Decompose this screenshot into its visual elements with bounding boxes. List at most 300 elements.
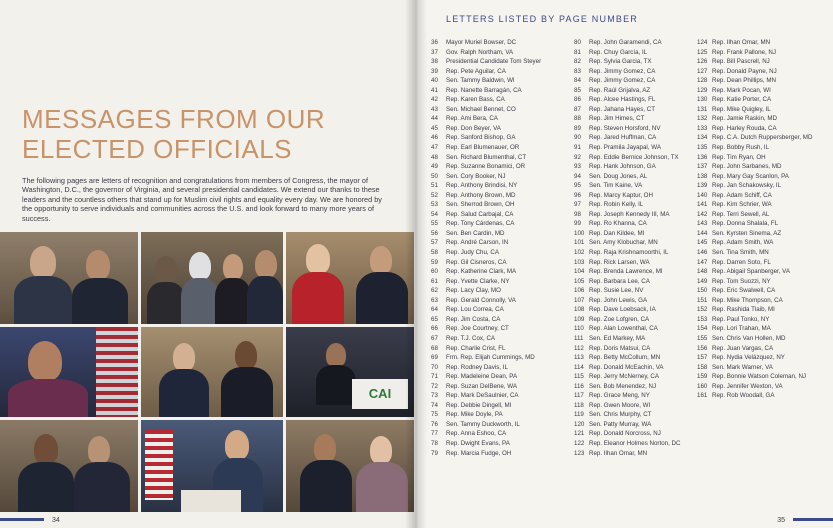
letter-entry	[574, 143, 680, 153]
letter-entry	[431, 210, 541, 220]
entry-name: Rep. Donald Norcross, NJ	[589, 430, 661, 438]
entry-name: Rep. Marcy Kaptur, OH	[589, 191, 653, 199]
entry-name: Rep. Raúl Grijalva, AZ	[589, 86, 651, 94]
letter-entry	[574, 105, 680, 115]
photo-speaker-at-podium	[286, 327, 414, 417]
entry-name: Sen. Chris Murphy, CT	[589, 411, 652, 419]
letter-entry	[574, 133, 680, 143]
letter-entry	[697, 191, 812, 201]
entry-page-number: 158	[697, 363, 708, 371]
letter-entry	[574, 258, 680, 268]
letter-entry	[574, 76, 680, 86]
entry-page-number: 154	[697, 325, 708, 333]
entry-page-number: 75	[431, 411, 438, 419]
letter-entry	[431, 219, 541, 229]
entry-page-number: 133	[697, 124, 708, 132]
entry-name: Sen. Sherrod Brown, OH	[446, 201, 515, 209]
entry-name: Rep. Eddie Bernice Johnson, TX	[589, 153, 679, 161]
letter-entry	[697, 153, 812, 163]
entry-page-number: 93	[574, 163, 581, 171]
left-footer-rule	[0, 518, 44, 521]
letter-entry	[574, 353, 680, 363]
letter-entry	[697, 105, 812, 115]
entry-name: Rep. Gerald Connolly, VA	[446, 296, 516, 304]
entry-page-number: 52	[431, 191, 438, 199]
letter-entry	[574, 439, 680, 449]
letter-entry	[697, 229, 812, 239]
letter-entry	[431, 324, 541, 334]
letter-entry	[431, 229, 541, 239]
photo-woman-at-podium	[141, 420, 283, 512]
entry-page-number: 120	[574, 420, 585, 428]
entry-page-number: 161	[697, 392, 708, 400]
letter-entry	[574, 48, 680, 58]
entry-page-number: 136	[697, 153, 708, 161]
entry-page-number: 105	[574, 277, 585, 285]
letter-entry	[431, 449, 541, 459]
letter-entry	[574, 219, 680, 229]
entry-page-number: 148	[697, 268, 708, 276]
letter-entry	[431, 153, 541, 163]
entry-name: Rep. John Sarbanes, MD	[712, 163, 782, 171]
entry-name: Rep. Alan Lowenthal, CA	[589, 325, 658, 333]
letter-entry	[697, 382, 812, 392]
letter-entry	[574, 181, 680, 191]
letter-entry	[697, 210, 812, 220]
entry-page-number: 65	[431, 315, 438, 323]
entry-name: Rep. Susie Lee, NV	[589, 287, 644, 295]
entry-page-number: 37	[431, 48, 438, 56]
podium-sign: CAI	[352, 379, 408, 409]
entry-name: Rep. Bonnie Watson Coleman, NJ	[712, 373, 807, 381]
entry-name: Rep. Marcia Fudge, OH	[446, 449, 512, 457]
entry-name: Sen. Mark Warner, VA	[712, 363, 773, 371]
entry-page-number: 159	[697, 373, 708, 381]
entry-page-number: 82	[574, 58, 581, 66]
entry-name: Rep. Betty McCollum, MN	[589, 354, 661, 362]
entry-name: Rep. Rick Larsen, WA	[589, 258, 650, 266]
photo-two-men-suits	[0, 420, 138, 512]
entry-page-number: 130	[697, 96, 708, 104]
entry-page-number: 55	[431, 220, 438, 228]
letter-entry	[697, 57, 812, 67]
letter-entry	[431, 420, 541, 430]
letter-entry	[431, 267, 541, 277]
entry-page-number: 151	[697, 296, 708, 304]
letters-column-3	[697, 38, 812, 401]
entry-name: Sen. Michael Bennet, CO	[446, 105, 516, 113]
entry-name: Rep. Madeleine Dean, PA	[446, 373, 518, 381]
entry-name: Rep. Jimmy Gomez, CA	[589, 67, 656, 75]
left-page	[0, 0, 414, 528]
entry-page-number: 45	[431, 124, 438, 132]
letter-entry	[697, 114, 812, 124]
letter-entry	[431, 67, 541, 77]
letter-entry	[574, 324, 680, 334]
entry-name: Rep. André Carson, IN	[446, 239, 509, 247]
entry-page-number: 68	[431, 344, 438, 352]
entry-page-number: 115	[574, 373, 584, 381]
letter-entry	[431, 363, 541, 373]
entry-name: Rep. John Lewis, GA	[589, 296, 648, 304]
letter-entry	[431, 248, 541, 258]
letter-entry	[574, 267, 680, 277]
entry-name: Rep. Judy Chu, CA	[446, 249, 499, 257]
entry-name: Rep. Terri Sewell, AL	[712, 210, 770, 218]
entry-page-number: 80	[574, 39, 581, 46]
entry-page-number: 150	[697, 287, 708, 295]
entry-name: Rep. Frank Pallone, NJ	[712, 48, 776, 56]
entry-page-number: 69	[431, 354, 438, 362]
letter-entry	[697, 305, 812, 315]
intro-paragraph: The following pages are letters of recognition and congratulations from members of Congress, the mayor of Washington, D.C., the governor of Virginia, and several presidential candidates. We extend our thanks to these leaders and the countless others that stand up for Muslim civil rights and equality every day. We are honored by the opportunity to serve individuals and communities across the U.S. and look forward to many more years of success.	[22, 176, 382, 223]
letter-entry	[574, 229, 680, 239]
entry-name: Rep. Jamie Raskin, MD	[712, 115, 777, 123]
entry-name: Rep. Jahana Hayes, CT	[589, 105, 656, 113]
entry-page-number: 42	[431, 96, 438, 104]
letter-entry	[574, 410, 680, 420]
letter-entry	[574, 286, 680, 296]
letter-entry	[431, 305, 541, 315]
photo-two-men	[0, 232, 138, 324]
left-page-number: 34	[52, 517, 60, 524]
letter-entry	[574, 200, 680, 210]
entry-name: Rep. Rashida Tlaib, MI	[712, 306, 775, 314]
entry-page-number: 138	[697, 172, 708, 180]
entry-name: Rep. Chuy García, IL	[589, 48, 648, 56]
photo-man-and-woman	[286, 420, 414, 512]
entry-name: Rep. Steven Horsford, NV	[589, 124, 661, 132]
entry-name: Sen. Tina Smith, MN	[712, 249, 769, 257]
entry-page-number: 142	[697, 210, 708, 218]
entry-name: Rep. Nanette Barragán, CA	[446, 86, 522, 94]
entry-page-number: 143	[697, 220, 708, 228]
entry-name: Rep. Anna Eshoo, CA	[446, 430, 507, 438]
entry-name: Sen. Ed Markey, MA	[589, 334, 646, 342]
letter-entry	[431, 391, 541, 401]
letter-entry	[697, 95, 812, 105]
letter-entry	[697, 172, 812, 182]
letter-entry	[431, 382, 541, 392]
letter-entry	[431, 401, 541, 411]
entry-page-number: 73	[431, 392, 438, 400]
entry-page-number: 91	[574, 144, 581, 152]
right-footer-rule	[793, 518, 833, 521]
entry-page-number: 116	[574, 382, 584, 390]
entry-page-number: 50	[431, 172, 438, 180]
letter-entry	[431, 353, 541, 363]
entry-page-number: 144	[697, 229, 708, 237]
entry-name: Rep. C.A. Dutch Ruppersberger, MD	[712, 134, 813, 142]
entry-name: Rep. Tim Ryan, OH	[712, 153, 766, 161]
entry-page-number: 83	[574, 67, 581, 75]
entry-name: Rep. Yvette Clarke, NY	[446, 277, 510, 285]
letter-entry	[574, 277, 680, 287]
entry-name: Rep. Jim Costa, CA	[446, 315, 501, 323]
entry-name: Sen. Doug Jones, AL	[589, 172, 648, 180]
letter-entry	[431, 48, 541, 58]
entry-name: Rep. Anthony Brindisi, NY	[446, 182, 518, 190]
letter-entry	[574, 238, 680, 248]
entry-page-number: 49	[431, 163, 438, 171]
entry-page-number: 113	[574, 354, 584, 362]
letter-entry	[431, 191, 541, 201]
entry-page-number: 77	[431, 430, 438, 438]
entry-name: Rep. Lori Trahan, MA	[712, 325, 771, 333]
entry-name: Mayor Muriel Bowser, DC	[446, 39, 517, 46]
entry-page-number: 139	[697, 182, 708, 190]
letter-entry	[574, 153, 680, 163]
entry-name: Rep. Mark Pocan, WI	[712, 86, 771, 94]
entry-page-number: 103	[574, 258, 585, 266]
entry-name: Rep. Eleanor Holmes Norton, DC	[589, 439, 681, 447]
entry-page-number: 88	[574, 115, 581, 123]
letter-entry	[431, 372, 541, 382]
letter-entry	[574, 420, 680, 430]
entry-page-number: 147	[697, 258, 708, 266]
photo-collage	[0, 232, 414, 512]
entry-name: Rep. Mike Thompson, CA	[712, 296, 783, 304]
letter-entry	[431, 429, 541, 439]
entry-name: Sen. Kyrsten Sinema, AZ	[712, 229, 782, 237]
letter-entry	[574, 401, 680, 411]
entry-name: Rep. Earl Blumenauer, OR	[446, 144, 520, 152]
letter-entry	[697, 38, 812, 48]
entry-name: Rep. Mark DeSaulnier, CA	[446, 392, 519, 400]
letter-entry	[574, 449, 680, 459]
entry-page-number: 62	[431, 287, 438, 295]
entry-name: Rep. Adam Smith, WA	[712, 239, 774, 247]
entry-name: Rep. Lou Correa, CA	[446, 306, 504, 314]
entry-name: Rep. Ro Khanna, CA	[589, 220, 647, 228]
letter-entry	[431, 439, 541, 449]
entry-name: Rep. Lacy Clay, MO	[446, 287, 501, 295]
entry-page-number: 41	[431, 86, 438, 94]
letter-entry	[431, 76, 541, 86]
letter-entry	[431, 133, 541, 143]
entry-page-number: 85	[574, 86, 581, 94]
entry-page-number: 53	[431, 201, 438, 209]
entry-page-number: 108	[574, 306, 585, 314]
entry-page-number: 160	[697, 382, 708, 390]
entry-name: Rep. Dwight Evans, PA	[446, 439, 510, 447]
entry-name: Frm. Rep. Elijah Cummings, MD	[446, 354, 535, 362]
letter-entry	[697, 143, 812, 153]
entry-name: Sen. Chris Van Hollen, MD	[712, 334, 786, 342]
entry-page-number: 98	[574, 210, 581, 218]
entry-page-number: 57	[431, 239, 438, 247]
letter-entry	[431, 410, 541, 420]
letter-entry	[574, 67, 680, 77]
entry-name: Rep. Tony Cárdenas, CA	[446, 220, 515, 228]
entry-name: Rep. Nydia Velázquez, NY	[712, 354, 785, 362]
entry-page-number: 117	[574, 392, 584, 400]
entry-name: Rep. Dave Loebsack, IA	[589, 306, 656, 314]
letter-entry	[574, 95, 680, 105]
entry-page-number: 155	[697, 334, 708, 342]
entry-name: Rep. Kim Schrier, WA	[712, 201, 772, 209]
entry-page-number: 102	[574, 249, 585, 257]
letter-entry	[574, 363, 680, 373]
entry-name: Rep. Barbara Lee, CA	[589, 277, 650, 285]
entry-name: Rep. Charlie Crist, FL	[446, 344, 506, 352]
entry-name: Rep. Jan Schakowsky, IL	[712, 182, 782, 190]
letter-entry	[574, 248, 680, 258]
letter-entry	[574, 296, 680, 306]
entry-page-number: 63	[431, 296, 438, 304]
entry-page-number: 97	[574, 201, 581, 209]
letter-entry	[431, 315, 541, 325]
entry-name: Sen. Tammy Baldwin, WI	[446, 77, 515, 85]
entry-page-number: 128	[697, 77, 708, 85]
entry-name: Rep. John Garamendi, CA	[589, 39, 662, 46]
entry-page-number: 152	[697, 306, 708, 314]
entry-page-number: 43	[431, 105, 438, 113]
entry-page-number: 141	[697, 201, 708, 209]
entry-name: Rep. Katherine Clark, MA	[446, 268, 517, 276]
page-heading	[22, 104, 402, 164]
letter-entry	[431, 334, 541, 344]
entry-page-number: 101	[574, 239, 585, 247]
entry-page-number: 129	[697, 86, 708, 94]
entry-name: Rep. T.J. Cox, CA	[446, 334, 496, 342]
letter-entry	[574, 210, 680, 220]
entry-name: Rep. Paul Tonko, NY	[712, 315, 770, 323]
letter-entry	[697, 67, 812, 77]
entry-name: Rep. Ilhan Omar, MN	[712, 39, 771, 46]
entry-name: Rep. Hank Johnson, GA	[589, 163, 656, 171]
entry-name: Sen. Tim Kaine, VA	[589, 182, 643, 190]
letter-entry	[574, 162, 680, 172]
entry-page-number: 146	[697, 249, 708, 257]
letter-entry	[697, 267, 812, 277]
entry-name: Presidential Candidate Tom Steyer	[446, 58, 542, 66]
letter-entry	[697, 162, 812, 172]
entry-page-number: 70	[431, 363, 438, 371]
entry-name: Rep. Rodney Davis, IL	[446, 363, 508, 371]
entry-page-number: 126	[697, 58, 708, 66]
letter-entry	[697, 133, 812, 143]
entry-page-number: 59	[431, 258, 438, 266]
letter-entry	[574, 191, 680, 201]
letter-entry	[431, 258, 541, 268]
entry-name: Rep. Jimmy Gomez, CA	[589, 77, 656, 85]
letter-entry	[574, 334, 680, 344]
entry-page-number: 60	[431, 268, 438, 276]
letter-entry	[697, 124, 812, 134]
entry-name: Rep. Zoe Lofgren, CA	[589, 315, 650, 323]
letter-entry	[574, 372, 680, 382]
entry-name: Sen. Cory Booker, NJ	[446, 172, 506, 180]
entry-name: Rep. Grace Meng, NY	[589, 392, 650, 400]
entry-page-number: 92	[574, 153, 581, 161]
letter-entry	[431, 124, 541, 134]
entry-page-number: 76	[431, 420, 438, 428]
letter-entry	[431, 38, 541, 48]
entry-page-number: 122	[574, 439, 585, 447]
entry-page-number: 38	[431, 58, 438, 66]
entry-name: Rep. Karen Bass, CA	[446, 96, 505, 104]
entry-name: Rep. Eric Swalwell, CA	[712, 287, 776, 295]
entry-page-number: 132	[697, 115, 708, 123]
entry-name: Rep. Don Beyer, VA	[446, 124, 501, 132]
letter-entry	[697, 334, 812, 344]
entry-name: Rep. Jennifer Wexton, VA	[712, 382, 783, 390]
letter-entry	[574, 38, 680, 48]
entry-name: Sen. Richard Blumenthal, CT	[446, 153, 527, 161]
letter-entry	[697, 353, 812, 363]
entry-name: Sen. Bob Menendez, NJ	[589, 382, 657, 390]
entry-page-number: 56	[431, 229, 438, 237]
entry-page-number: 48	[431, 153, 438, 161]
entry-page-number: 90	[574, 134, 581, 142]
entry-name: Rep. Ilhan Omar, MN	[589, 449, 648, 457]
entry-name: Rep. Suzan DelBene, WA	[446, 382, 517, 390]
entry-name: Rep. Bill Pascrell, NJ	[712, 58, 770, 66]
letter-entry	[697, 277, 812, 287]
entry-page-number: 131	[697, 105, 708, 113]
entry-page-number: 119	[574, 411, 584, 419]
entry-name: Rep. Jared Huffman, CA	[589, 134, 657, 142]
entry-name: Rep. Mike Quigley, IL	[712, 105, 771, 113]
entry-page-number: 44	[431, 115, 438, 123]
entry-name: Rep. Bobby Rush, IL	[712, 144, 770, 152]
entry-page-number: 86	[574, 96, 581, 104]
entry-name: Rep. Doris Matsui, CA	[589, 344, 651, 352]
entry-page-number: 106	[574, 287, 585, 295]
letter-entry	[574, 305, 680, 315]
photo-group-women	[141, 232, 283, 324]
entry-name: Rep. Salud Carbajal, CA	[446, 210, 514, 218]
entry-name: Rep. Gwen Moore, WI	[589, 401, 651, 409]
entry-page-number: 100	[574, 229, 585, 237]
entry-name: Rep. Pete Aguilar, CA	[446, 67, 506, 75]
entry-page-number: 112	[574, 344, 584, 352]
letter-entry	[431, 172, 541, 182]
entry-page-number: 110	[574, 325, 584, 333]
entry-page-number: 72	[431, 382, 438, 390]
entry-page-number: 137	[697, 163, 708, 171]
entry-page-number: 64	[431, 306, 438, 314]
photo-woman-and-man	[286, 232, 414, 324]
entry-name: Rep. Sylvia Garcia, TX	[589, 58, 652, 66]
entry-page-number: 157	[697, 354, 708, 362]
entry-name: Rep. Debbie Dingell, MI	[446, 401, 512, 409]
entry-page-number: 124	[697, 39, 708, 46]
entry-name: Rep. Donald Payne, NJ	[712, 67, 777, 75]
letter-entry	[697, 391, 812, 401]
entry-page-number: 153	[697, 315, 708, 323]
entry-name: Rep. Jim Himes, CT	[589, 115, 645, 123]
entry-page-number: 71	[431, 373, 438, 381]
entry-name: Rep. Ami Bera, CA	[446, 115, 498, 123]
entry-page-number: 67	[431, 334, 438, 342]
entry-name: Rep. Anthony Brown, MD	[446, 191, 516, 199]
entry-name: Sen. Patty Murray, WA	[589, 420, 652, 428]
entry-page-number: 109	[574, 315, 585, 323]
entry-page-number: 94	[574, 172, 581, 180]
entry-name: Rep. Harley Rouda, CA	[712, 124, 777, 132]
entry-page-number: 87	[574, 105, 581, 113]
letter-entry	[697, 363, 812, 373]
letter-entry	[431, 296, 541, 306]
right-page-number: 35	[777, 517, 785, 524]
entry-page-number: 140	[697, 191, 708, 199]
entry-page-number: 125	[697, 48, 708, 56]
entry-name: Rep. Adam Schiff, CA	[712, 191, 772, 199]
entry-page-number: 51	[431, 182, 438, 190]
entry-name: Rep. Robin Kelly, IL	[589, 201, 644, 209]
